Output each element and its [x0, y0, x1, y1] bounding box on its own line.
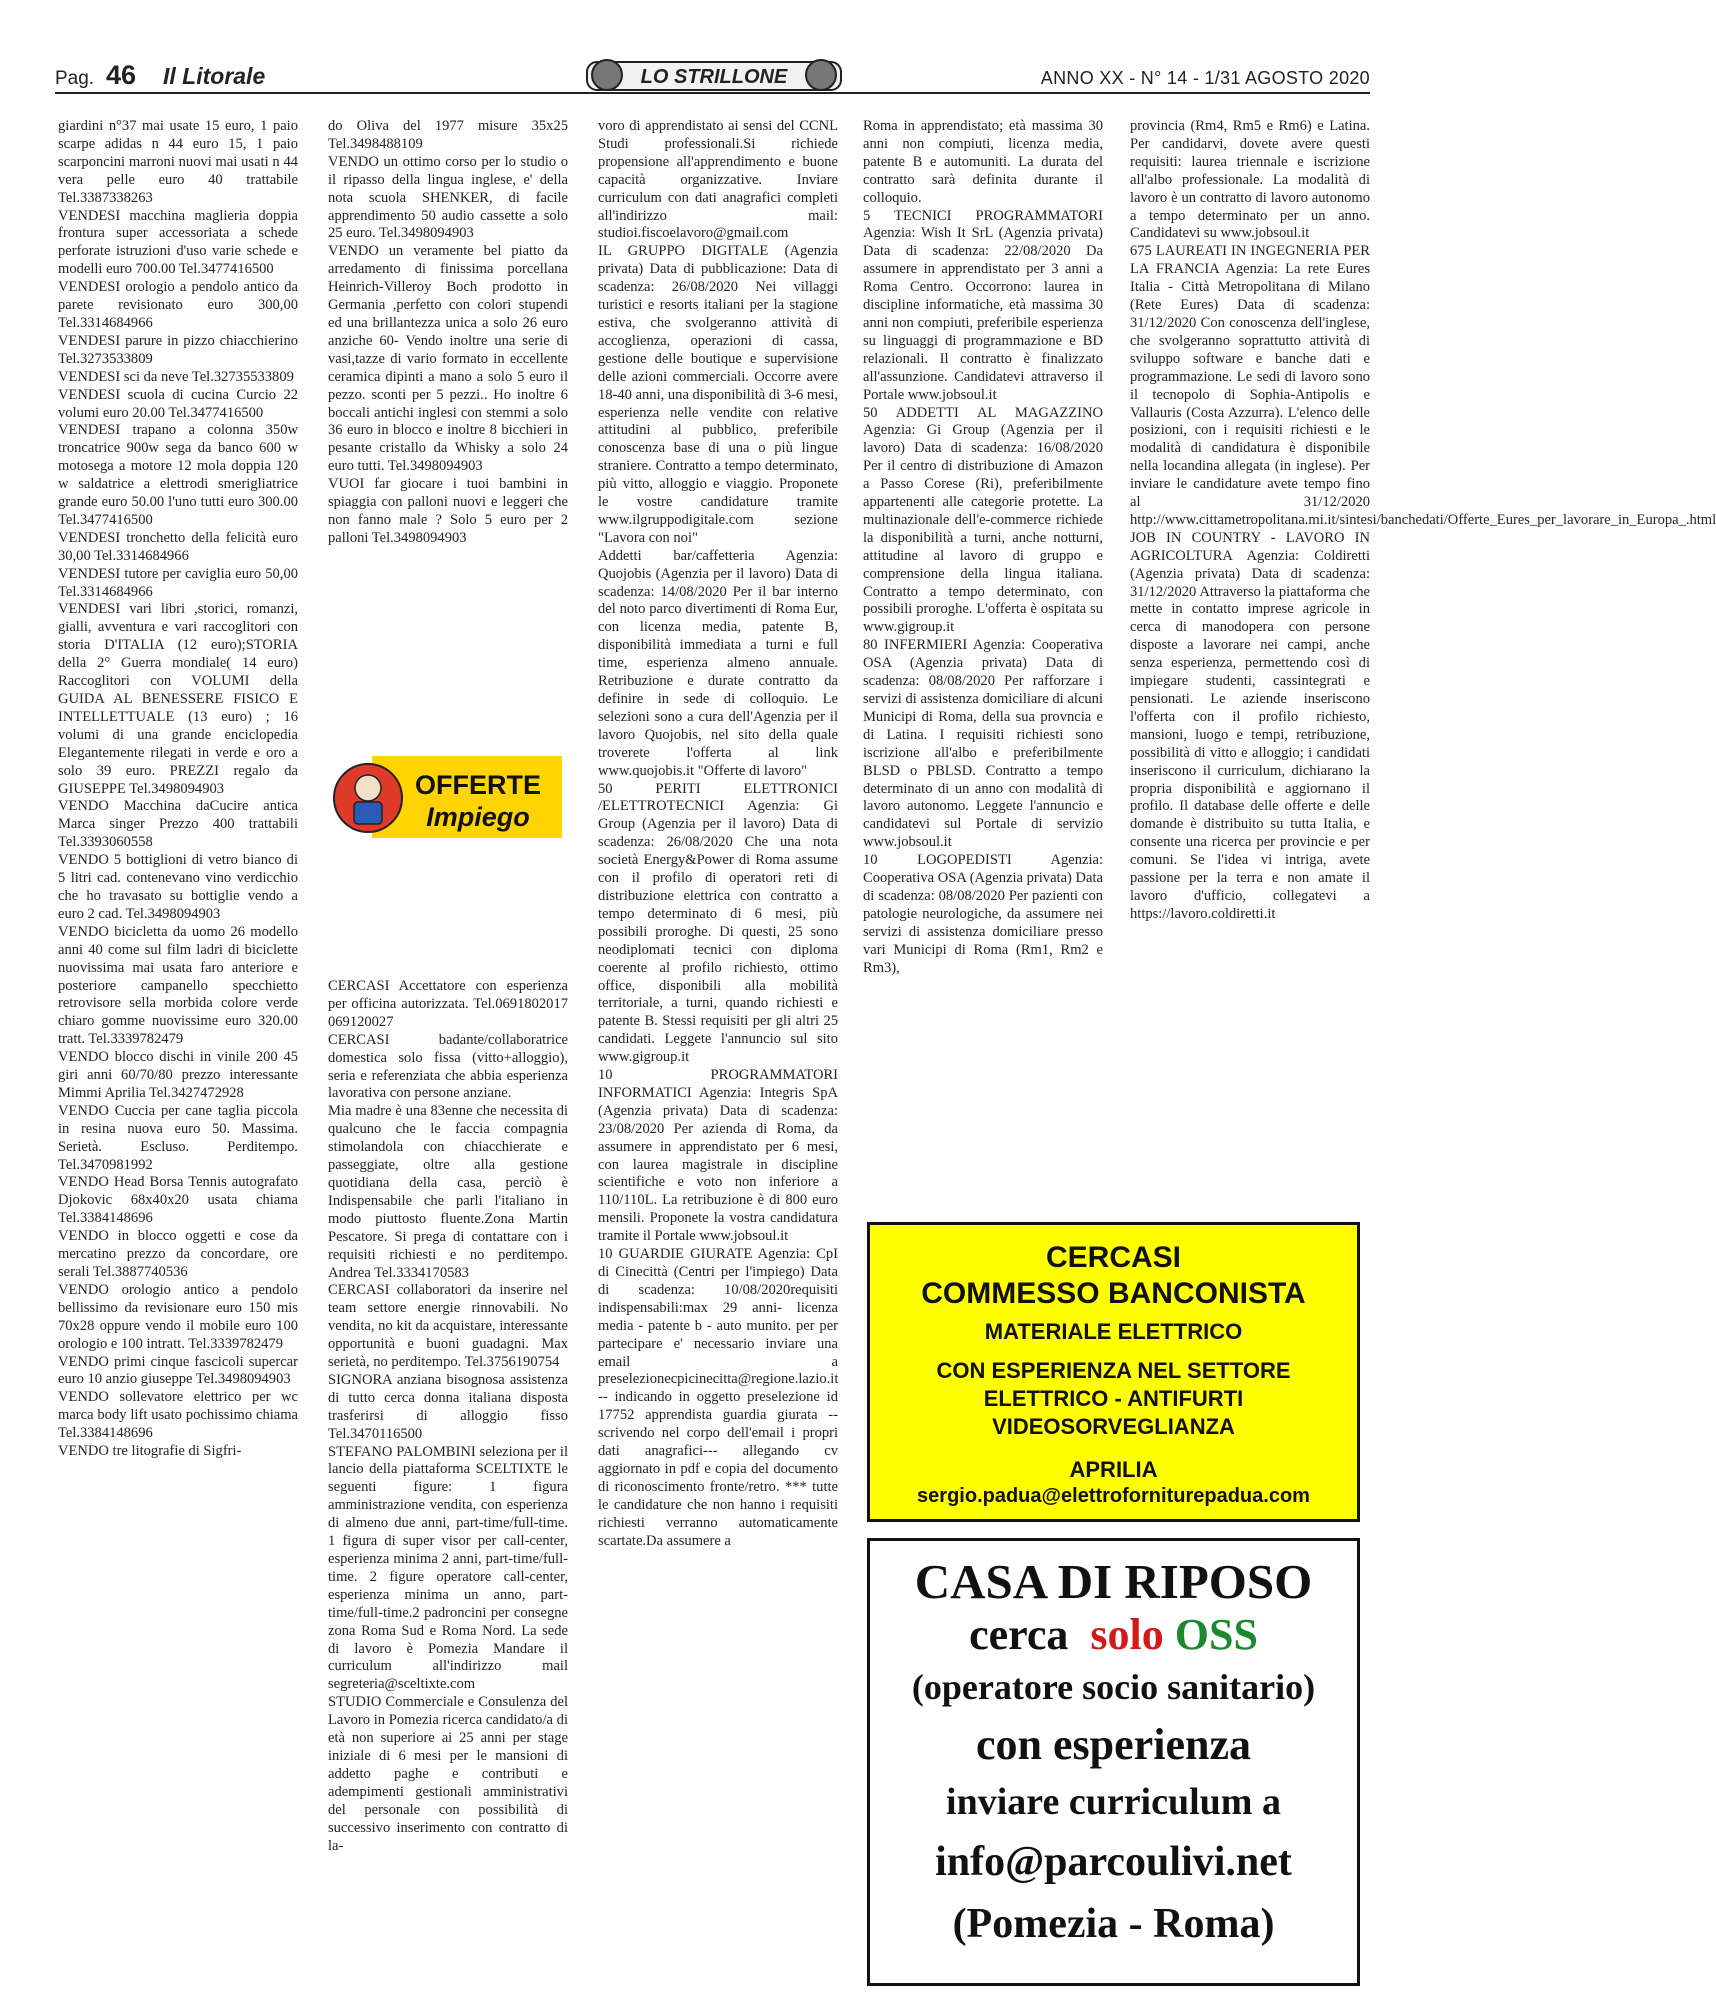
ad-commesso-banconista [867, 1222, 1360, 1522]
offerte-impiego-banner [330, 746, 572, 848]
ad-entry: 10 GUARDIE GIURATE Agenzia: CpI di Cinecittà (Centri per l'impiego) Data di scadenza: 10/08/2020requisiti indispensabili:max 29 anni- licenza media - patente b - auto munito. per per partecipare e' necessario inviare una email a preselezionecpicinecitta@regione.lazio.it -- indicando in oggetto preselezione id 17752 apprendista guardia giurata -- scrivendo nel corpo dell'email i propri dati anagrafici--- allegando cv aggiornato in pdf e copia del documento di riconoscimento fronte/retro. *** tutte le candidature che non hanno i requisiti richiesti verranno automaticamente scartate.Da assumere a [598, 1246, 839, 1549]
ad-headline: COMMESSO BANCONISTA [921, 1277, 1306, 1310]
ad-email: sergio.padua@elettroforniturepadua.com [917, 1485, 1310, 1507]
column-2-top [328, 118, 568, 548]
ad-entry: VENDESI scuola di cucina Curcio 22 volumi euro 20.00 Tel.3477416500 [58, 386, 298, 421]
ad-entry: JOB IN COUNTRY - LAVORO IN AGRICOLTURA Agenzia: Coldiretti (Agenzia privata) Data di scadenza: 31/12/2020 Attraverso la piattaforma che mette in contatto imprese agricole in cerca di manodopera con persone disposte a lavorare nei campi, anche senza esperienza, permettendo così di impiegare studenti, cassintegrati e pensionati. Le aziende inseriscono l'offerta con il profilo richiesto, mansioni, luogo e tempi, retribuzione, possibilità di vitto e alloggio; i candidati inseriscono il curriculum, dichiarano la propria disponibilità e aggiornano il profilo. Il database delle offerte e delle domande è distribuito su tutta Italia, e consente una ricerca per provincie e per comuni. Se l'idea vi intriga, avete passione per la terra e non amate il lavoro d'ufficio, collegatevi a https://lavoro.coldiretti.it [1130, 529, 1370, 922]
ad-line: MATERIALE ELETTRICO [984, 1319, 1243, 1344]
ad-entry: VENDO sollevatore elettrico per wc marca body lift usato pochissimo chiama Tel.3384148696 [58, 1389, 298, 1442]
column-1 [58, 118, 298, 1998]
issue-info: ANNO XX - N° 14 - 1/31 AGOSTO 2020 [1040, 68, 1370, 88]
ad-entry: VENDO un ottimo corso per lo studio o il ripasso della lingua inglese, e' della nota scuola SHENKER, di facile apprendimento 50 audio cassette a solo 25 euro. Tel.3498094903 [328, 153, 568, 242]
ad-line: VIDEOSORVEGLIANZA [992, 1414, 1235, 1439]
ad-entry: VENDESI vari libri ,storici, romanzi, gialli, avventura e vari raccoglitori con storia D'ITALIA (12 euro);STORIA della 2° Guerra mondiale( 14 euro) Raccoglitori con VOLUMI della GUIDA AL BENESSERE FISICO E INTELLETTUALE (13 euro) ; 16 volumi di una grande enciclopedia Elegantemente rilegati in verde e oro a solo 39 euro. PREZZI regalo da GIUSEPPE Tel.3498094903 [58, 601, 298, 797]
ad-entry: VENDO tre litografie di Sigfri- [58, 1443, 242, 1460]
ad-city: APRILIA [1069, 1457, 1158, 1482]
ad-entry: VENDESI tutore per caviglia euro 50,00 Tel.3314684966 [58, 565, 298, 600]
ad-entry: voro di apprendistato ai sensi del CCNL Studi professionali.Si richiede propensione all'apprendimento e buone capacità organizzative. Inviare curriculum con dati anagrafici completi all'indirizzo mail: studioi.fiscoelavoro@gmail.com [598, 118, 838, 242]
ad-entry: do Oliva del 1977 misure 35x25 Tel.3498488109 [328, 118, 568, 152]
ad-entry: CERCASI collaboratori da inserire nel team settore energie rinnovabili. No vendita, no kit da acquistare, interessante opportunità e buoni guadagni. Max serietà, no perditempo. Tel.3756190754 [328, 1282, 568, 1371]
ad-casa-di-riposo [867, 1538, 1360, 1986]
impiego-label: Impiego [426, 802, 530, 832]
ad-entry: CERCASI badante/collaboratrice domestica solo fissa (vitto+alloggio), seria e referenziata che abbia esperienza lavorativa con persone anziane. [328, 1031, 568, 1102]
column-5 [1130, 118, 1716, 1218]
ad-headline: CASA DI RIPOSO [914, 1554, 1313, 1609]
ad-entry: VENDO Cuccia per cane taglia piccola in resina nuova euro 50. Massima. Serietà. Escluso. Perditempo. Tel.3470981992 [58, 1102, 298, 1173]
ad-entry: VENDO blocco dischi in vinile 200 45 giri anni 60/70/80 prezzo interessante Mimmi Aprilia Tel.3427472928 [58, 1049, 298, 1101]
ad-entry: 80 INFERMIERI Agenzia: Cooperativa OSA (Agenzia privata) Data di scadenza: 08/08/2020 Per rafforzare i servizi di assistenza domiciliare di alcuni Municipi di Roma, della sua provncia e di Latina. I requisiti richiesti sono iscrizione all'albo e preferibilmente BLSD o PBLSD. Contratto a tempo determinato di un anno con modalità di lavoro autonomo. Leggete l'annuncio e candidatevi sul Portale di servizio www.jobsoul.it [863, 637, 1103, 851]
ad-entry: VENDESI trapano a colonna 350w troncatrice 900w sega da banco 600 w motosega a motore 12 mola doppia 120 w saldatrice a elettrodi smerigliatrice grande euro 50.00 l'uno tutti euro 300.00 Tel.3477416500 [58, 422, 298, 528]
ad-entry: VENDESI sci da neve Tel.32735533809 [58, 368, 294, 385]
ad-line: ELETTRICO - ANTIFURTI [983, 1386, 1244, 1411]
ad-entry: provincia (Rm4, Rm5 e Rm6) e Latina. Per candidarvi, dovete avere questi requisiti: laurea triennale e iscrizione all'albo professionale. La modalità di lavoro è un contratto di lavoro autonomo a tempo determinato per un anno. Candidatevi su www.jobsoul.it [1130, 118, 1370, 242]
ad-line: (operatore socio sanitario) [911, 1667, 1316, 1707]
ad-entry: 5 TECNICI PROGRAMMATORI Agenzia: Wish It SrL (Agenzia privata) Data di scadenza: 22/08/2020 Da assumere in apprendistato per 3 anni a Roma Centro. Occorrono: laurea in discipline informatiche, età massima 30 anni non compiuti, preferibile esperienza su linguaggi di programmazione e BD relazionali. Il contratto è finalizzato all'assunzione. Candidatevi attraverso il Portale www.jobsoul.it [863, 207, 1103, 403]
ad-entry: VENDESI tronchetto della felicità euro 30,00 Tel.3314684966 [58, 529, 298, 564]
page-header [55, 60, 1370, 94]
ad-entry: VENDESI orologio a pendolo antico da parete revisionato euro 300,00 Tel.3314684966 [58, 279, 298, 331]
ad-entry: VENDESI parure in pizzo chiacchierino Tel.3273533809 [58, 332, 298, 367]
ad-entry: Roma in apprendistato; età massima 30 anni non compiuti, licenza media, patente B e automuniti. La durata del contratto sarà definita durante il colloquio. [863, 118, 1103, 206]
ad-entry: Mia madre è una 83enne che necessita di qualcuno che le faccia compagnia stimolandola con chiacchierate e passeggiate, oltre alla gestione quotidiana della casa, perciò è Indispensabile che parli l'italiano in modo piuttosto fluente.Zona Martin Pescatore. Si prega di contattare con i requisiti richiesti e no perditempo. Andrea Tel.3334170583 [328, 1103, 568, 1281]
column-2-bottom [328, 978, 568, 1855]
svg-text:LO STRILLONE: LO STRILLONE [640, 66, 788, 88]
ad-headline: CERCASI [1045, 1241, 1181, 1274]
column-3 [598, 118, 838, 1998]
ad-entry: 50 PERITI ELETTRONICI /ELETTROTECNICI Agenzia: Gi Group (Agenzia per il lavoro) Data di scadenza: 26/08/2020 Che una nota società Energy&Power di Roma assume con il profilo di operatori reti di distribuzione elettrica con contratto a tempo determinato di 6 mesi, più possibili proroghe. Di questi, 25 sono neodiplomati tecnici con diploma coerente al profilo richiesto, ottimo office, disponibili alla mobilità territoriale, a turni, quando richiesti e patente B. Stessi requisiti per gli altri 25 candidati. Leggete l'annuncio sul sito www.gigroup.it [598, 780, 838, 1066]
ad-entry: 10 LOGOPEDISTI Agenzia: Cooperativa OSA (Agenzia privata) Data di scadenza: 08/08/2020 Per pazienti con patologie neurologiche, da assumere nei servizi di assistenza domiciliare presso vari Municipi di Roma (Rm1, Rm2 e Rm3), [863, 852, 1103, 976]
ad-entry: VENDESI macchina maglieria doppia frontura super accessoriata a schede perforate istruzioni d'uso varie schede e modelli euro 700.00 Tel.3477416500 [58, 207, 298, 278]
ad-entry: VENDO primi cinque fascicoli supercar euro 10 anzio giuseppe Tel.3498094903 [58, 1353, 298, 1388]
page-number: 46 [106, 60, 137, 90]
ad-entry: CERCASI Accettatore con esperienza per officina autorizzata. Tel.0691802017 069120027 [328, 978, 568, 1030]
ad-entry: 10 PROGRAMMATORI INFORMATICI Agenzia: Integris SpA (Agenzia privata) Data di scadenza: 23/08/2020 Per azienda di Roma, da assumere in apprendistato per 6 mesi, con laurea magistrale in discipline scientifiche e voto non inferiore a 110/110L. La retribuzione è di 800 euro mensili. Proponete la vostra candidatura tramite il Portale www.jobsoul.it [598, 1067, 838, 1245]
ad-entry: VENDO orologio antico a pendolo bellissimo da revisionare euro 150 mis 70x28 oppure vendo il mobile euro 100 orologio e 100 intratt. Tel.3339782479 [58, 1281, 298, 1352]
ad-entry: VENDO bicicletta da uomo 26 modello anni 40 come sul film ladri di biciclette nuovissima mai usata faro anteriore e posteriore campanello specchietto retrovisore sella morbida colore verde chiaro gomme nuovissime euro 320.00 tratt. Tel.3339782479 [58, 923, 298, 1048]
ad-entry: 50 ADDETTI AL MAGAZZINO Agenzia: Gi Group (Agenzia per il lavoro) Data di scadenza: 16/08/2020 Per il centro di distribuzione di Amazon a Passo Corese (Ri), preferibilmente appartenenti alle categorie protette. La multinazionale dell'e-commerce richiede la disponibilità a turni, anche notturni, attitudine al lavoro di gruppo e comprensione della lingua italiana. Contratto a tempo determinato, con possibili proroghe. L'offerta è ospitata su www.gigroup.it [863, 404, 1103, 636]
ad-line: inviare curriculum a [946, 1781, 1281, 1823]
ad-entry: Addetti bar/caffetteria Agenzia: Quojobis (Agenzia per il lavoro) Data di scadenza: 14/08/2020 Per il bar interno del noto parco divertimenti di Roma Eur, con licenza media, patente B, disponibilità immediata a turni e full time, esperienza almeno annuale. Retribuzione e durate contratto da definire in sede di colloquio. Le selezioni sono a cura dell'Agenzia per il lavoro Quojobis, nel sito della quale troverete l'offerta al link www.quojobis.it "Offerte di lavoro" [598, 547, 838, 779]
ad-entry: VENDO Macchina daCucire antica Marca singer Prezzo 400 trattabili Tel.3393060558 [58, 798, 298, 851]
ad-line: cerca solo OSS [969, 1610, 1258, 1659]
ad-line: con esperienza [976, 1720, 1251, 1769]
ad-entry: IL GRUPPO DIGITALE (Agenzia privata) Data di pubblicazione: Data di scadenza: 26/08/2020 Nei villaggi turistici e resorts italiani per la stagione estiva, che svolgeranno attività di accoglienza, operazioni di cassa, gestione delle boutique e supervisione delle azioni commerciali. Occorre avere 18-40 anni, una disponibilità di 3-6 mesi, esperienza nelle vendite con relative attitudini al pubblico, preferibile conoscenza base di una o più lingue straniere. Contratto a tempo determinato, più vitto, alloggio e viaggio. Proponete le vostre candidature tramite www.ilgruppodigitale.com sezione "Lavora con noi" [598, 243, 838, 546]
strillone-logo [585, 56, 843, 94]
ad-entry: STEFANO PALOMBINI seleziona per il lancio della piattaforma SCELTIXTE le seguenti figure: 1 figura amministrazione vendita, con esperienza di almeno due anni, part-time/full-time. 1 figura di super visor per call-center, esperienza minima 2 anni, part-time/full-time. 2 figure operatore call-center, esperienza minima un anno, part-time/full-time.2 padroncini per consegne zona Roma Sud e Roma Nord. La sede di lavoro è Pomezia Mandare il curriculum all'indirizzo mail segreteria@sceltixte.com [328, 1443, 568, 1693]
offerte-label: OFFERTE [415, 770, 541, 800]
ad-entry: VENDO in blocco oggetti e cose da mercatino prezzo da concordare, ore serali Tel.3887740536 [58, 1228, 298, 1280]
ad-line: CON ESPERIENZA NEL SETTORE [936, 1358, 1291, 1383]
ad-entry: STUDIO Commerciale e Consulenza del Lavoro in Pomezia ricerca candidato/a di età non superiore ai 25 anni per stage iniziale di 6 mesi per le mansioni di addetto paghe e contributi e adempimenti gestionali amministrativi del personale con possibilità di successivo inserimento con contratto di la- [328, 1694, 568, 1854]
ad-entry: VENDO Head Borsa Tennis autografato Djokovic 68x40x20 usata chiama Tel.3384148696 [58, 1174, 298, 1227]
ad-entry: giardini n°37 mai usate 15 euro, 1 paio scarpe adidas n 44 euro 15, 1 paio scarponcini marroni nuovi mai usati n 44 vera pelle euro 40 trattabile Tel.3387338263 [58, 118, 298, 206]
ad-entry: VENDO 5 bottiglioni di vetro bianco di 5 litri cad. contenevano vino verdicchio che ho travasato su bottiglie vendo a euro 2 cad. Tel.3498094903 [58, 852, 298, 922]
page-label: Pag. [55, 68, 95, 89]
ad-entry: VUOI far giocare i tuoi bambini in spiaggia con palloni nuovi e leggeri che non fanno male ? Solo 5 euro per 2 palloni Tel.3498094903 [328, 476, 568, 546]
ad-line: (Pomezia - Roma) [952, 1901, 1275, 1947]
ad-entry: 675 LAUREATI IN INGEGNERIA PER LA FRANCIA Agenzia: La rete Eures Italia - Città Metropolitana di Milano (Rete Eures) Data di scadenza: 31/12/2020 Con conoscenza dell'inglese, che svolgeranno soprattutto attività di sviluppo software e banche dati e programmazione. Le sedi di lavoro sono il tecnopolo di Sophia-Antipolis e Vallauris (Costa Azzurra). L'elenco delle posizioni, con i requisiti richiesti e le modalità di candidatura è disponibile nella locandina allegata (in inglese). Per inviare le candidature avete tempo fino al 31/12/2020 http://www.cittametropolitana.mi.it/sintesi/banchedati/Offerte_Eures_per_lavorare_in_Europa_.html [1130, 243, 1716, 528]
column-2 [328, 118, 568, 1998]
ad-entry: SIGNORA anziana bisognosa assistenza di tutto cerca donna italiana disposta trasferirsi di alloggio fisso Tel.3470116500 [328, 1371, 568, 1442]
ad-entry: VENDO un veramente bel piatto da arredamento di finissima porcellana Heinrich-Villeroy Boch prodotto in Germania ,perfetto con colori stupendi ed una brillantezza unica a solo 26 euro anziche 60- Vendo inoltre una serie di vasi,tazze di vario formato in eccellente ceramica dipinti a mano a solo 5 euro il pezzo. sconti per 5 pezzi.. Ho inoltre 6 boccali antichi inglesi con stemmi a solo 36 euro in blocco e inoltre 8 bicchieri in pesante cristallo da Whisky a solo 24 euro tutti. Tel.3498094903 [328, 243, 568, 475]
publication-title: Il Litorale [163, 63, 266, 89]
column-4 [863, 118, 1103, 1218]
ad-email: info@parcoulivi.net [935, 1839, 1292, 1885]
